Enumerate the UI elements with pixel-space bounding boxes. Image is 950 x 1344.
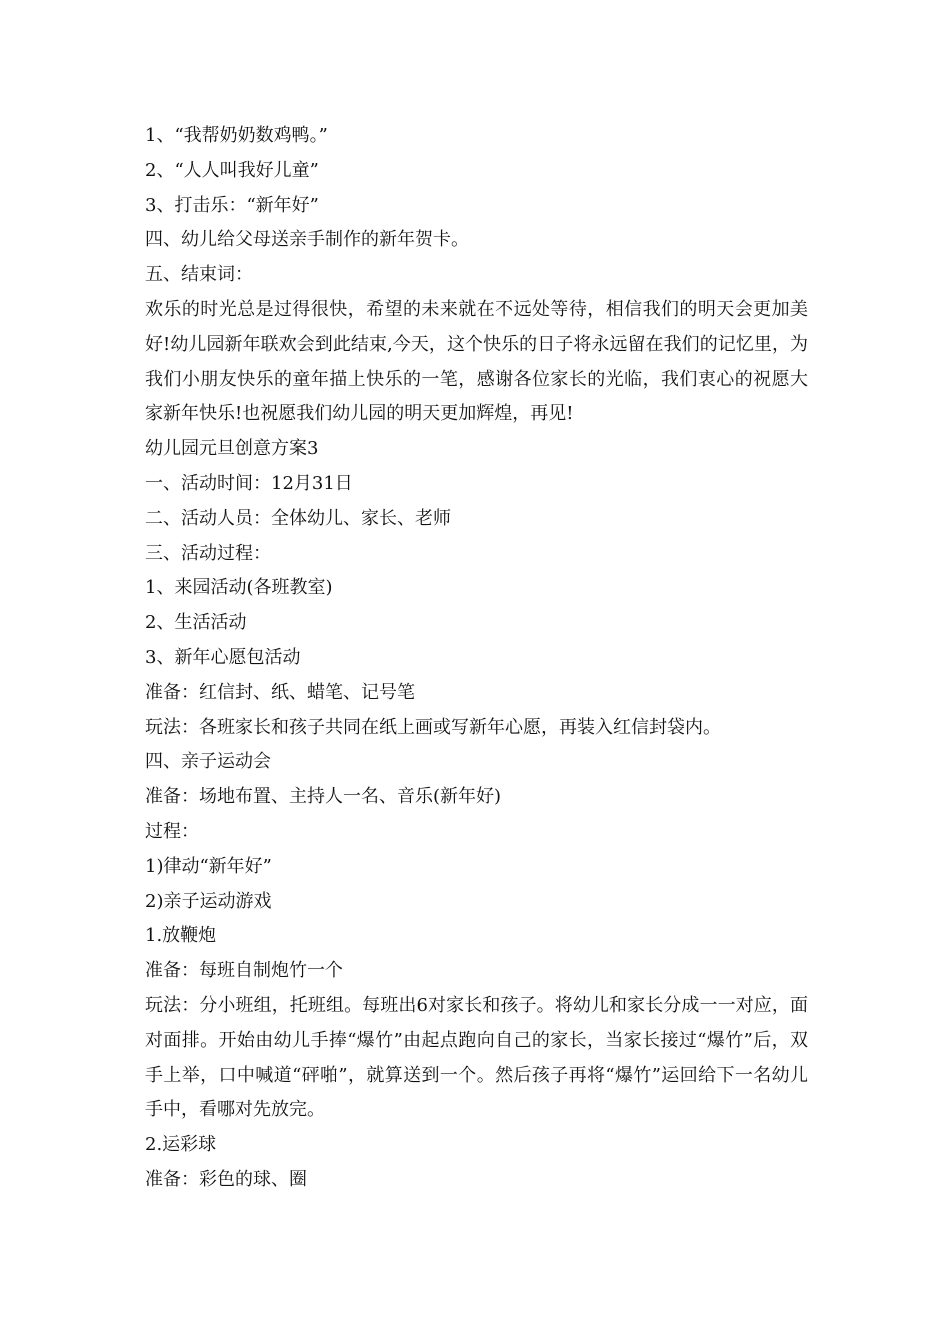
text-line: 玩法：各班家长和孩子共同在纸上画或写新年心愿，再装入红信封袋内。 [145, 716, 721, 738]
document-body [145, 119, 808, 1198]
section-heading: 四、幼儿给父母送亲手制作的新年贺卡。 [145, 229, 469, 251]
list-item: 1、“我帮奶奶数鸡鸭。” [145, 125, 328, 146]
section-heading: 四、亲子运动会 [145, 751, 271, 773]
section-heading: 五、结束词： [145, 264, 253, 286]
text-line: 准备：每班自制炮竹一个 [145, 960, 343, 982]
closing-paragraph: 欢乐的时光总是过得很快，希望的未来就在不远处等待，相信我们的明天会更加美好!幼儿园新年联欢会到此结束,今天，这个快乐的日子将永远留在我们的记忆里，为我们小朋友快乐的童年描上快乐的一笔，感谢各位家长的光临，我们衷心的祝愿大家新年快乐!也祝愿我们幼儿园的明天更加辉煌，再见! [145, 298, 808, 425]
document-title: 幼儿园元旦创意方案3 [145, 438, 319, 460]
list-item: 1.放鞭炮 [145, 925, 217, 947]
list-item: 1)律动“新年好” [145, 855, 272, 877]
list-item: 2.运彩球 [145, 1134, 217, 1156]
list-item: 2、“人人叫我好儿童” [145, 159, 319, 181]
list-item: 3、新年心愿包活动 [145, 646, 301, 668]
game-rules-paragraph: 玩法：分小班组，托班组。每班出6对家长和孩子。将幼儿和家长分成一一对应，面对面排。开始由幼儿手捧“爆竹”由起点跑向自己的家长，当家长接过“爆竹”后，双手上举，口中喊道“砰啪”，就算送到一个。然后孩子再将“爆竹”运回给下一名幼儿手中，看哪对先放完。 [145, 994, 808, 1121]
section-heading: 一、活动时间：12月31日 [145, 472, 353, 494]
text-line: 准备：彩色的球、圈 [145, 1168, 307, 1190]
list-item: 1、来园活动(各班教室) [145, 577, 333, 599]
list-item: 2、生活活动 [145, 612, 247, 634]
text-line: 过程： [145, 820, 199, 842]
section-heading: 二、活动人员：全体幼儿、家长、老师 [145, 507, 451, 529]
list-item: 2)亲子运动游戏 [145, 890, 272, 912]
text-line: 准备：场地布置、主持人一名、音乐(新年好) [145, 786, 502, 808]
list-item: 3、打击乐：“新年好” [145, 194, 319, 216]
section-heading: 三、活动过程： [145, 542, 271, 564]
text-line: 准备：红信封、纸、蜡笔、记号笔 [145, 681, 415, 703]
